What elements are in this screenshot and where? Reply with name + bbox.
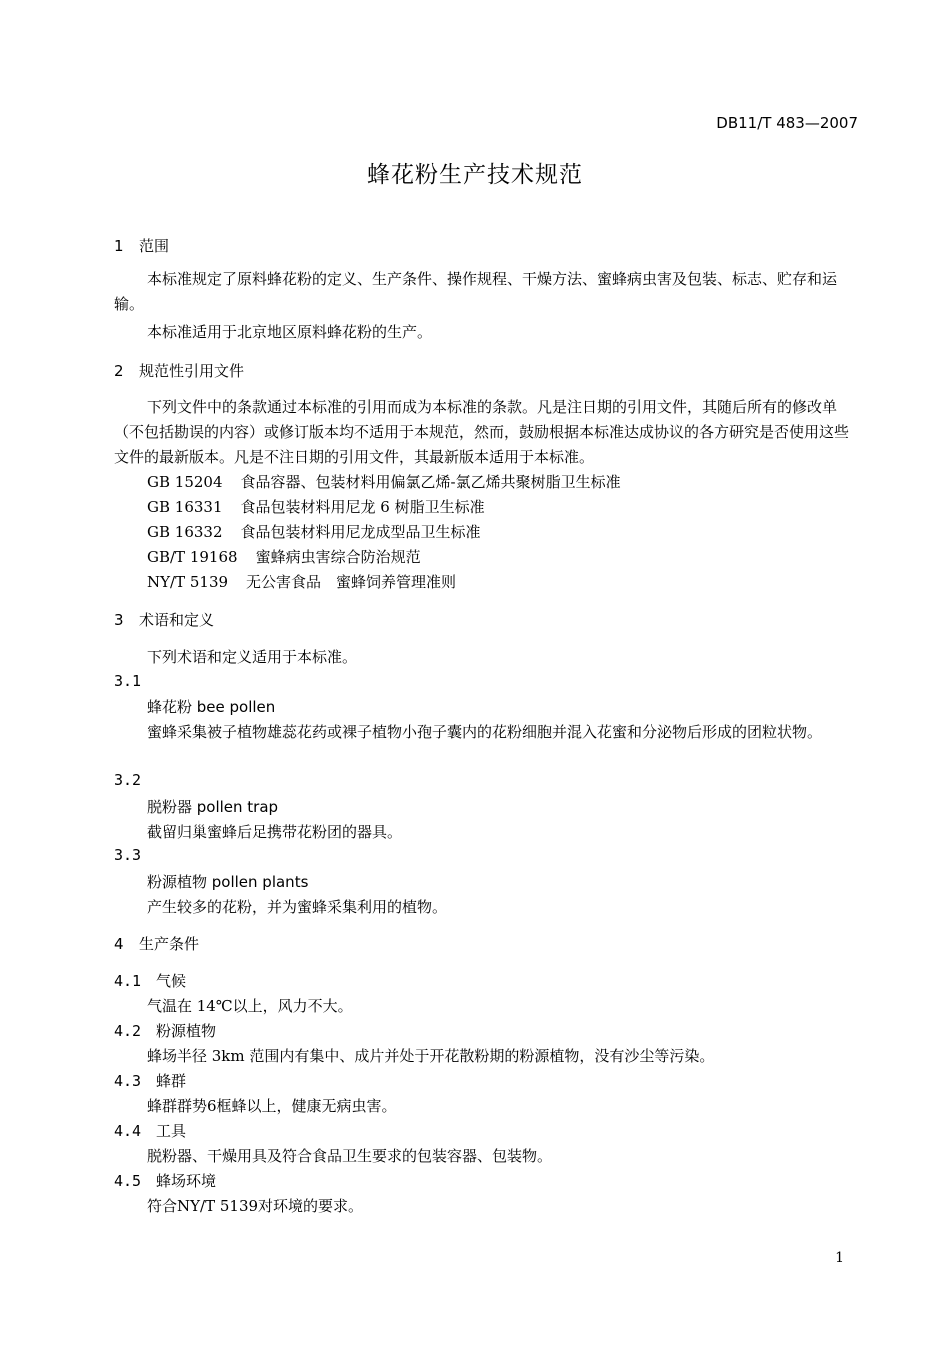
subsection-number: 4.4 [114,1122,142,1140]
section-number: 1 [114,237,124,255]
subsection-text: 符合NY/T 5139对环境的要求。 [147,1197,364,1215]
subsection-text: 脱粉器、干燥用具及符合食品卫生要求的包装容器、包装物。 [147,1147,553,1165]
standard-number: DB11/T 483—2007 [716,114,858,132]
reference-code: GB 16331 [147,498,223,516]
reference-code: GB 15204 [147,473,223,491]
subsection-text: 气温在 14℃以上，风力不大。 [147,997,353,1015]
subsection-heading [114,1170,216,1191]
section-3-heading [114,609,214,630]
reference-title: 食品容器、包装材料用偏氯乙烯-氯乙烯共聚树脂卫生标准 [240,473,621,491]
section-1-paragraph-2: 本标准适用于北京地区原料蜂花粉的生产。 [147,323,433,341]
reference-item [147,571,456,592]
term-name: 粉源植物 pollen plants [147,873,309,891]
section-1-heading [114,235,169,256]
section-title: 术语和定义 [139,611,215,629]
term-name: 蜂花粉 bee pollen [147,698,276,716]
section-2-heading [114,360,244,381]
subsection-number: 4.2 [114,1022,142,1040]
reference-title: 蜜蜂病虫害综合防治规范 [255,548,421,566]
subsection-title: 蜂群 [156,1072,187,1090]
section-title: 规范性引用文件 [139,362,245,380]
reference-title: 无公害食品 蜜蜂饲养管理准则 [246,573,457,591]
reference-title: 食品包装材料用尼龙 6 树脂卫生标准 [240,498,485,516]
section-title: 范围 [139,237,170,255]
term-number: 3.2 [114,771,142,789]
section-1-paragraph-1: 本标准规定了原料蜂花粉的定义、生产条件、操作规程、干燥方法、蜜蜂病虫害及包装、标志、贮存和运输。 [114,270,838,313]
term-definition: 截留归巢蜜蜂后足携带花粉团的器具。 [147,823,403,841]
subsection-number: 4.3 [114,1072,142,1090]
subsection-number: 4.5 [114,1172,142,1190]
page-number: 1 [835,1250,844,1266]
section-title: 生产条件 [139,935,200,953]
document-title: 蜂花粉生产技术规范 [367,162,583,188]
subsection-heading [114,1120,186,1141]
reference-code: GB 16332 [147,523,223,541]
term-definition: 蜜蜂采集被子植物雄蕊花药或裸子植物小孢子囊内的花粉细胞并混入花蜜和分泌物后形成的团粒状物。 [147,723,823,741]
reference-item [147,521,481,542]
subsection-heading [114,1070,186,1091]
reference-title: 食品包装材料用尼龙成型品卫生标准 [240,523,481,541]
reference-item [147,471,621,492]
subsection-number: 4.1 [114,972,142,990]
term-number: 3.1 [114,672,142,690]
section-number: 2 [114,362,124,380]
reference-code: GB/T 19168 [147,548,238,566]
subsection-title: 粉源植物 [156,1022,217,1040]
section-number: 3 [114,611,124,629]
reference-item [147,546,421,567]
subsection-text: 蜂群群势6框蜂以上，健康无病虫害。 [147,1097,397,1115]
section-2-paragraph-1: 下列文件中的条款通过本标准的引用而成为本标准的条款。凡是注日期的引用文件，其随后所有的修改单（不包括勘误的内容）或修订版本均不适用于本规范，然而，鼓励根据本标准达成协议的各方研究是否使用这些文件的最新版本。凡是不注日期的引用文件，其最新版本适用于本标准。 [114,398,850,466]
subsection-text: 蜂场半径 3km 范围内有集中、成片并处于开花散粉期的粉源植物，没有沙尘等污染。 [147,1047,715,1065]
reference-code: NY/T 5139 [147,573,229,591]
term-number: 3.3 [114,846,142,864]
term-name: 脱粉器 pollen trap [147,798,279,816]
subsection-title: 气候 [156,972,187,990]
subsection-title: 蜂场环境 [156,1172,217,1190]
section-number: 4 [114,935,124,953]
term-definition: 产生较多的花粉，并为蜜蜂采集利用的植物。 [147,898,448,916]
subsection-heading [114,1020,216,1041]
subsection-heading [114,970,186,991]
subsection-title: 工具 [156,1122,187,1140]
reference-item [147,496,485,517]
section-4-heading [114,933,199,954]
section-3-intro: 下列术语和定义适用于本标准。 [147,648,358,666]
